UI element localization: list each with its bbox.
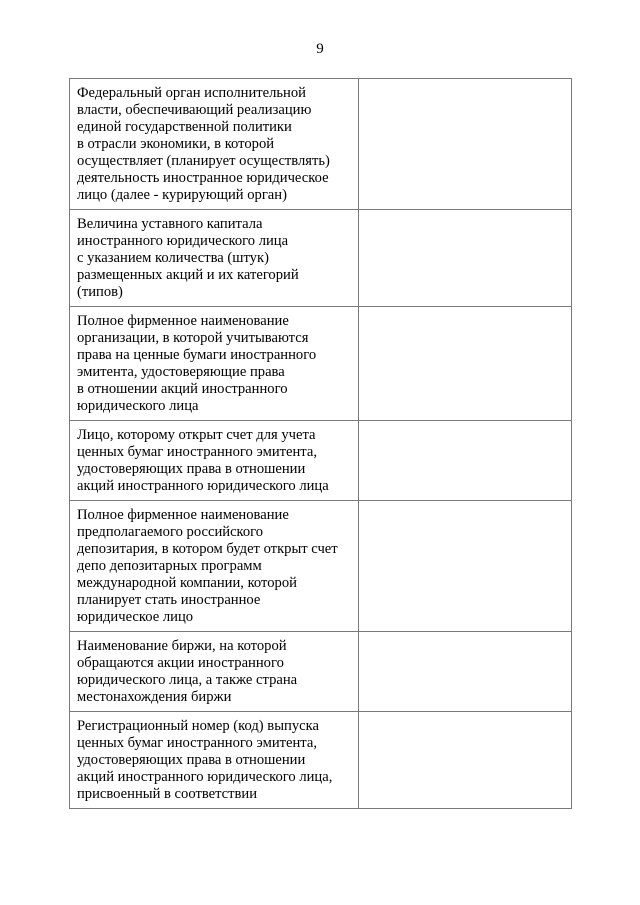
row-value-cell xyxy=(359,307,572,421)
row-label-cell xyxy=(70,210,359,307)
row-value-cell xyxy=(359,421,572,501)
table-row xyxy=(70,307,572,421)
row-label-cell xyxy=(70,712,359,809)
row-label-cell xyxy=(70,501,359,632)
row-label-cell xyxy=(70,632,359,712)
table-row xyxy=(70,210,572,307)
form-table xyxy=(69,78,572,809)
row-value-cell xyxy=(359,501,572,632)
row-label: Лицо, которому открыт счет для учета ценных бумаг иностранного эмитента, удостоверяющих права в отношении акций иностранного юридического лица xyxy=(77,427,329,494)
row-value-cell xyxy=(359,210,572,307)
row-label: Наименование биржи, на которой обращаются акции иностранного юридического лица, а также страна местонахождения биржи xyxy=(77,638,298,705)
row-label: Регистрационный номер (код) выпуска ценных бумаг иностранного эмитента, удостоверяющих права в отношении акций иностранного юридического лица, присвоенный в соответствии xyxy=(77,718,333,802)
row-label: Величина уставного капитала иностранного юридического лица с указанием количества (штук) размещенных акций и их категорий (типов) xyxy=(77,216,299,300)
row-label-cell xyxy=(70,307,359,421)
table-row xyxy=(70,632,572,712)
row-label: Федеральный орган исполнительной власти, обеспечивающий реализацию единой государственной политики в отрасли экономики, в которой осуществляет (планирует осуществлять) деятельность иностранное юридическое лицо (далее - курирующий орган) xyxy=(77,85,330,203)
row-value-cell xyxy=(359,712,572,809)
table-row xyxy=(70,712,572,809)
row-label: Полное фирменное наименование предполагаемого российского депозитария, в котором будет открыт счет депо депозитарных программ международной компании, которой планирует стать иностранное юридическое лицо xyxy=(77,507,338,625)
row-value-cell xyxy=(359,632,572,712)
page-number: 9 xyxy=(316,41,324,57)
table-row xyxy=(70,501,572,632)
row-label-cell xyxy=(70,79,359,210)
table-row xyxy=(70,79,572,210)
table-row xyxy=(70,421,572,501)
row-value-cell xyxy=(359,79,572,210)
row-label-cell xyxy=(70,421,359,501)
row-label: Полное фирменное наименование организации, в которой учитываются права на ценные бумаги иностранного эмитента, удостоверяющие права в отношении акций иностранного юридического лица xyxy=(77,313,317,414)
